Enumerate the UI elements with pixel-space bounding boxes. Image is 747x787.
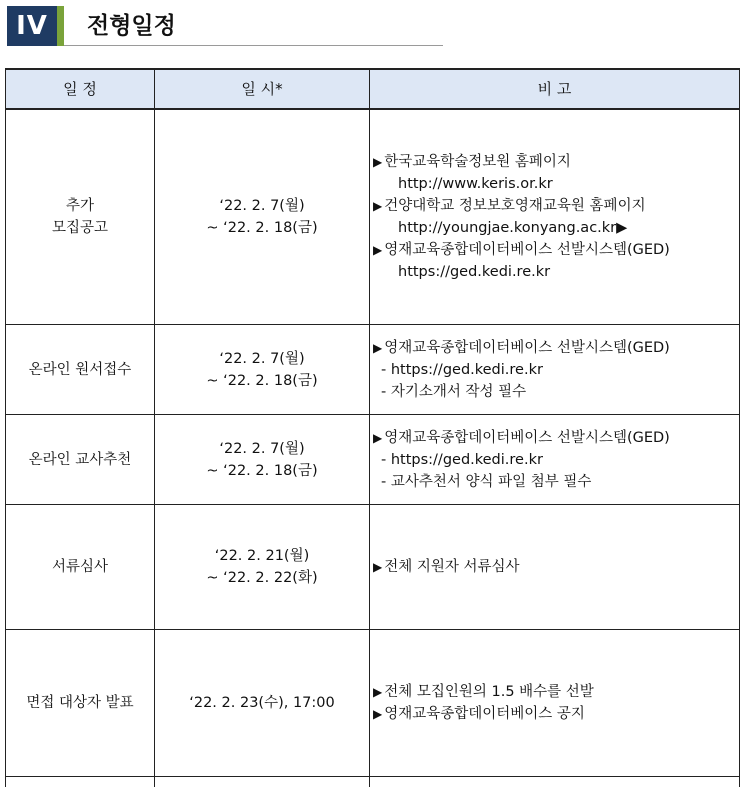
stage-text: 서류심사: [51, 559, 109, 575]
note-text: 영재교육종합데이터베이스 선발시스템(GED): [384, 242, 670, 258]
note-line: [373, 337, 739, 359]
header-notes: 비 고: [370, 69, 740, 109]
triangle-bullet-icon: ▶: [373, 199, 383, 213]
table-row: [6, 415, 740, 505]
table-row: [6, 630, 740, 777]
triangle-bullet-icon: ▶: [373, 155, 383, 169]
date-text: ‘22. 2. 7(월): [219, 198, 305, 214]
date-cell: [155, 630, 370, 777]
note-line: [373, 151, 739, 173]
note-text: - 교사추천서 양식 파일 첨부 필수: [381, 473, 592, 490]
date-cell: [155, 415, 370, 505]
table-row: [6, 505, 740, 630]
note-text: 영재교육종합데이터베이스 공지: [384, 706, 585, 722]
date-cell: [155, 777, 370, 787]
stage-cell: [6, 630, 155, 777]
date-cell: [155, 109, 370, 325]
table-row: [6, 325, 740, 415]
header-stage: 일 정: [6, 69, 155, 109]
note-text: 영재교육종합데이터베이스 선발시스템(GED): [384, 429, 670, 446]
header-date: 일 시*: [155, 69, 370, 109]
date-text: ~ ‘22. 2. 18(금): [206, 462, 318, 479]
triangle-bullet-icon: ▶: [373, 340, 383, 355]
note-text: 전체 지원자 서류심사: [384, 559, 520, 575]
note-line: [373, 681, 739, 703]
note-line: [373, 556, 739, 578]
note-text: - 자기소개서 작성 필수: [381, 383, 527, 400]
notes-cell: [370, 505, 740, 630]
date-text: ~ ‘22. 2. 18(금): [206, 220, 318, 236]
date-text: ‘22. 2. 23(수), 17:00: [189, 695, 335, 711]
note-link[interactable]: https://ged.kedi.re.kr: [398, 264, 551, 280]
stage-cell: [6, 415, 155, 505]
section-header: [7, 6, 443, 46]
notes-cell: [370, 109, 740, 325]
stage-text: 모집공고: [51, 220, 109, 236]
stage-cell: [6, 109, 155, 325]
note-line: [373, 239, 739, 261]
date-cell: [155, 325, 370, 415]
triangle-bullet-icon: ▶: [373, 430, 383, 445]
table-header-row: [6, 69, 740, 109]
notes-cell: [370, 630, 740, 777]
table-row: [6, 109, 740, 325]
note-line: [373, 195, 739, 217]
section-accent-bar: [57, 6, 64, 46]
note-text: 전체 모집인원의 1.5 배수를 선발: [384, 684, 594, 700]
triangle-bullet-icon: ▶: [373, 685, 383, 699]
note-text: 한국교육학술정보원 홈페이지: [384, 154, 571, 170]
note-text: 영재교육종합데이터베이스 선발시스템(GED): [384, 339, 670, 356]
notes-cell: [370, 325, 740, 415]
stage-cell: [6, 505, 155, 630]
note-link[interactable]: - https://ged.kedi.re.kr: [381, 451, 543, 468]
schedule-table: [5, 68, 740, 787]
date-text: ~ ‘22. 2. 18(금): [206, 372, 318, 389]
stage-cell: [6, 325, 155, 415]
note-text: 건양대학교 정보보호영재교육원 홈페이지: [384, 198, 646, 214]
note-line: [373, 703, 739, 725]
note-line: [373, 427, 739, 449]
table-row: [6, 777, 740, 787]
notes-cell: [370, 415, 740, 505]
date-text: ‘22. 2. 7(월): [219, 350, 305, 367]
note-link[interactable]: - https://ged.kedi.re.kr: [381, 361, 543, 378]
section-underline: [64, 45, 443, 46]
stage-text: 추가: [65, 198, 94, 214]
notes-cell: [370, 777, 740, 787]
section-number-badge: IV: [7, 6, 57, 46]
date-text: ‘22. 2. 7(월): [219, 440, 305, 457]
stage-text: 온라인 교사추천: [28, 451, 132, 468]
triangle-bullet-icon: ▶: [373, 243, 383, 257]
triangle-bullet-icon: ▶: [373, 560, 383, 574]
date-text: ‘22. 2. 21(월): [214, 548, 310, 564]
triangle-bullet-icon: ▶: [373, 707, 383, 721]
stage-text: 면접 대상자 발표: [26, 695, 134, 711]
stage-text: 온라인 원서접수: [28, 361, 132, 378]
date-text: ~ ‘22. 2. 22(화): [206, 570, 318, 586]
note-link[interactable]: http://youngjae.konyang.ac.kr▶: [398, 220, 628, 236]
section-title: 전형일정: [87, 13, 176, 39]
date-cell: [155, 505, 370, 630]
stage-cell: [6, 777, 155, 787]
note-link[interactable]: http://www.keris.or.kr: [398, 176, 553, 192]
